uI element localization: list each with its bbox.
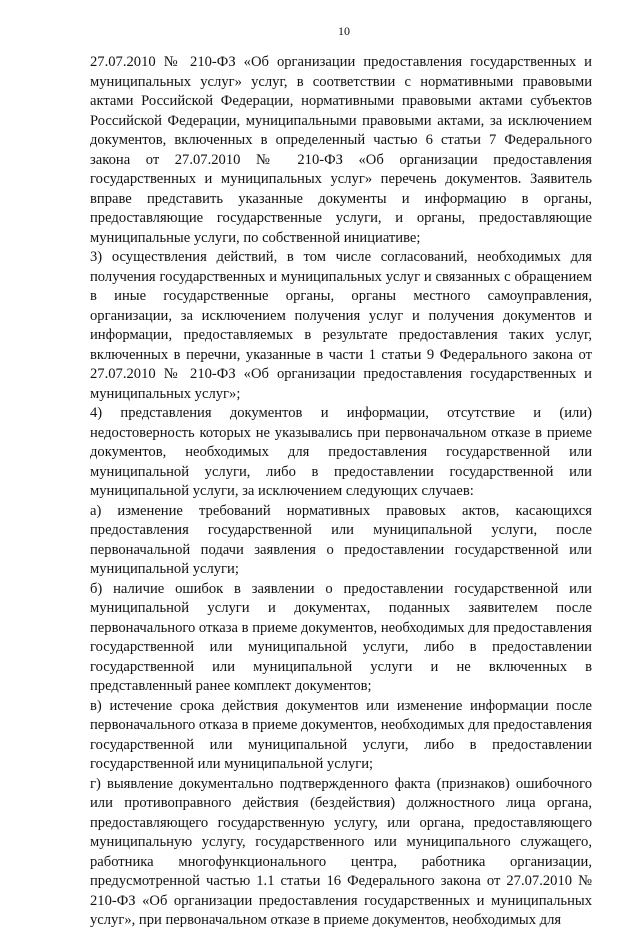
paragraph-subitem-g: г) выявление документально подтвержденного факта (признаков) ошибочного или противоправного действия (бездействия) должностного лица органа, предоставляющего государственную услугу, или органа, предоставляющего муниципальную услугу, государственного или муниципального служащего, работника многофункционального центра, работника организации, предусмотренной частью 1.1 статьи 16 Федерального закона от 27.07.2010 № 210-ФЗ «Об организации предоставления государственных и муниципальных услуг», при первоначальном отказе в приеме документов, необходимых для — [90, 775, 592, 928]
paragraph-subitem-v: в) истечение срока действия документов или изменение информации после первоначального отказа в приеме документов, необходимых для предоставления государственной или муниципальной услуги, либо в предоставлении государственной или муниципальной услуги; — [90, 697, 592, 772]
paragraph-item-4: 4) представления документов и информации, отсутствие и (или) недостоверность которых не указывались при первоначальном отказе в приеме документов, необходимых для предоставления государственной или муниципальной услуги, либо в предоставлении государственной или муниципальной услуги, за исключением следующих случаев: — [90, 405, 592, 499]
paragraph-item-3: 3) осуществления действий, в том числе согласований, необходимых для получения государственных и муниципальных услуг и связанных с обращением в иные государственные органы, органы местного самоуправления, организации, за исключением получения услуг и получения документов и информации, предоставляемых в результате предоставления таких услуг, включенных в перечни, указанные в части 1 статьи 9 Федерального закона от 27.07.2010 № 210-ФЗ «Об организации предоставления государственных и муниципальных услуг»; — [90, 249, 592, 402]
page-number: 10 — [338, 24, 350, 38]
paragraph-subitem-a: а) изменение требований нормативных правовых актов, касающихся предоставления государственной или муниципальной услуги, после первоначальной подачи заявления о предоставлении государственной или муниципальной услуги; — [90, 502, 592, 577]
paragraph-continuation: 27.07.2010 № 210-ФЗ «Об организации предоставления государственных и муниципальных услуг» услуг, в соответствии с нормативными правовыми актами Российской Федерации, нормативными правовыми актами субъектов Российской Федерации, муниципальными правовыми актами, за исключением документов, включенных в определенный частью 6 статьи 7 Федерального закона от 27.07.2010 № 210-ФЗ «Об организации предоставления государственных и муниципальных услуг» перечень документов. Заявитель вправе представить указанные документы и информацию в органы, предоставляющие государственные услуги, и органы, предоставляющие муниципальные услуги, по собственной инициативе; — [90, 54, 592, 246]
document-body — [90, 53, 592, 931]
paragraph-subitem-b: б) наличие ошибок в заявлении о предоставлении государственной или муниципальной услуги и документах, поданных заявителем после первоначального отказа в приеме документов, необходимых для предоставления государственной или муниципальной услуги, либо в предоставлении государственной или муниципальной услуги и не включенных в представленный ранее комплект документов; — [90, 580, 592, 694]
